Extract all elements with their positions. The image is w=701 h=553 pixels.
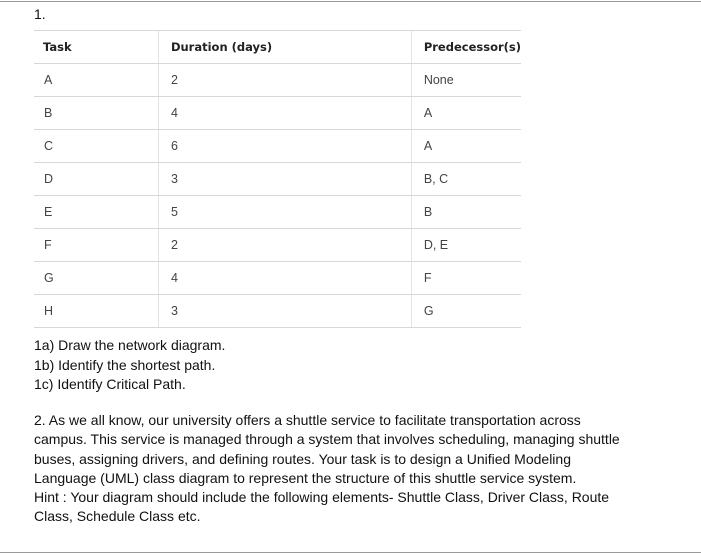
table-row	[34, 97, 521, 130]
table-row	[34, 196, 521, 229]
cell-task: F	[34, 229, 158, 262]
cell-task: E	[34, 196, 158, 229]
cell-task: C	[34, 130, 158, 163]
cell-duration: 5	[158, 196, 411, 229]
question-1-number: 1.	[34, 6, 46, 22]
header-predecessors: Predecessor(s)	[411, 31, 521, 64]
table-row	[34, 64, 521, 97]
top-divider	[0, 1, 701, 2]
cell-task: B	[34, 97, 158, 130]
question-2-hint: Hint : Your diagram should include the following elements- Shuttle Class, Driver Class, Route Class, Schedule Class etc.	[34, 489, 610, 525]
task-table	[34, 30, 521, 328]
part-1b: 1b) Identify the shortest path.	[34, 356, 216, 373]
cell-duration: 2	[158, 64, 411, 97]
table-row	[34, 163, 521, 196]
cell-predecessors: B	[411, 196, 521, 229]
cell-duration: 4	[158, 262, 411, 295]
header-task: Task	[34, 31, 158, 64]
table-row	[34, 130, 521, 163]
cell-predecessors: D, E	[411, 229, 521, 262]
part-1a: 1a) Draw the network diagram.	[34, 337, 226, 353]
cell-predecessors: A	[411, 130, 521, 163]
cell-task: H	[34, 295, 158, 328]
cell-predecessors: A	[411, 97, 521, 130]
cell-predecessors: None	[411, 64, 521, 97]
cell-duration: 6	[158, 130, 411, 163]
cell-predecessors: G	[411, 295, 521, 328]
cell-duration: 3	[158, 295, 411, 328]
cell-duration: 2	[158, 229, 411, 262]
question-1-parts	[34, 336, 225, 395]
question-2-body: 2. As we all know, our university offers a shuttle service to facilitate transportation across campus. This service is managed through a system that involves scheduling, managing shuttle buses, assigning drivers, and defining routes. Your task is to design a Unified Modeling Language (UML) class diagram to represent the structure of this shuttle service system.	[34, 412, 620, 486]
cell-predecessors: B, C	[411, 163, 521, 196]
table-row	[34, 229, 521, 262]
cell-task: D	[34, 163, 158, 196]
cell-predecessors: F	[411, 262, 521, 295]
part-1c: 1c) Identify Critical Path.	[34, 376, 186, 392]
question-2	[34, 411, 624, 527]
table-row	[34, 262, 521, 295]
cell-duration: 4	[158, 97, 411, 130]
cell-task: A	[34, 64, 158, 97]
table-row	[34, 295, 521, 328]
table-header-row	[34, 31, 521, 64]
cell-duration: 3	[158, 163, 411, 196]
cell-task: G	[34, 262, 158, 295]
header-duration: Duration (days)	[158, 31, 411, 64]
